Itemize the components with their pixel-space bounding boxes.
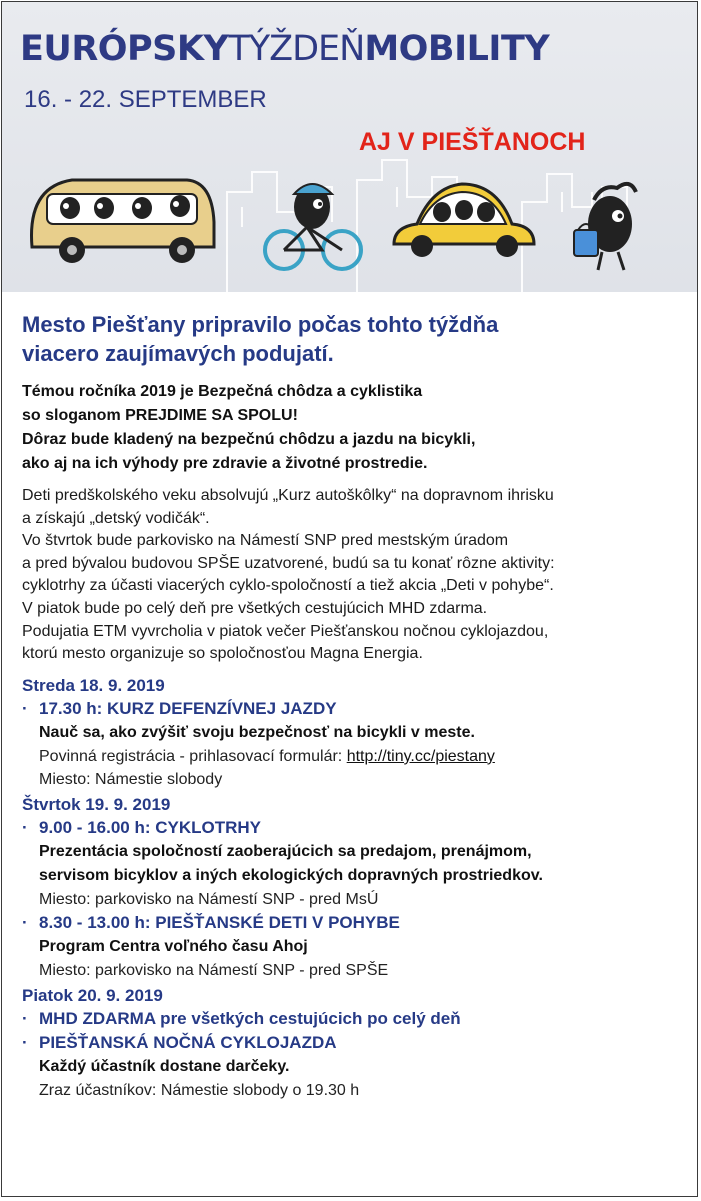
body-line: V piatok bude po celý deň pre všetkých cestujúcich MHD zdarma. — [22, 599, 488, 617]
event-title — [22, 1031, 679, 1055]
day-heading: Štvrtok 19. 9. 2019 — [22, 794, 171, 814]
lead-line: Mesto Piešťany pripravilo počas tohto týždňa — [22, 312, 499, 337]
title-part-european: EURÓPSKY — [20, 29, 229, 69]
day-heading: Streda 18. 9. 2019 — [22, 675, 165, 695]
event-title — [22, 697, 679, 721]
event-title — [22, 911, 679, 935]
bullet-icon: · — [22, 698, 28, 718]
title-part-mobility: MOBILITY — [364, 29, 550, 69]
event-registration — [22, 745, 679, 768]
event-title-text: MHD ZDARMA pre všetkých cestujúcich po celý deň — [39, 1008, 461, 1028]
body-line: Podujatia ETM vyvrcholia v piatok večer Piešťanskou nočnou cyklojazdou, — [22, 622, 549, 640]
car-icon — [394, 184, 534, 257]
cyclist-icon — [265, 184, 361, 269]
theme-line: so sloganom PREJDIME SA SPOLU! — [22, 407, 298, 424]
registration-link[interactable]: http://tiny.cc/piestany — [346, 747, 495, 765]
body-line: ktorú mesto organizuje so spoločnosťou Magna Energia. — [22, 645, 423, 663]
content — [2, 292, 697, 1102]
poster — [1, 1, 698, 1197]
lead-line: viacero zaujímavých podujatí. — [22, 341, 334, 366]
bullet-icon: · — [22, 912, 28, 932]
title-part-week: TÝŽDEŇ — [228, 29, 365, 69]
body-paragraph — [22, 485, 679, 666]
body-line: a získajú „detský vodičák“. — [22, 509, 210, 527]
theme-line: ako aj na ich výhody pre zdravie a životné prostredie. — [22, 455, 428, 472]
body-line: cyklotrhy za účasti viacerých cyklo-spoločností a tiež akcia „Deti v pohybe“. — [22, 577, 554, 595]
theme-paragraph — [22, 380, 679, 476]
pedestrian-icon — [574, 184, 636, 270]
vehicles-illustration — [2, 152, 697, 292]
event-description: Program Centra voľného času Ahoj — [39, 937, 308, 955]
banner — [2, 2, 697, 292]
event-title-text: PIEŠŤANSKÁ NOČNÁ CYKLOJAZDA — [39, 1032, 337, 1052]
event-description: Každý účastník dostane darčeky. — [39, 1057, 290, 1075]
event-place: Zraz účastníkov: Námestie slobody o 19.30 h — [39, 1081, 360, 1099]
bullet-icon: · — [22, 817, 28, 837]
event-place: Miesto: parkovisko na Námestí SNP - pred MsÚ — [39, 890, 379, 908]
schedule-thursday — [22, 793, 679, 982]
event-place: Miesto: parkovisko na Námestí SNP - pred SPŠE — [39, 961, 389, 979]
schedule-wednesday — [22, 674, 679, 791]
date-range: 16. - 22. SEPTEMBER — [24, 86, 267, 113]
lead-heading — [22, 310, 679, 368]
day-heading: Piatok 20. 9. 2019 — [22, 985, 163, 1005]
event-description: Nauč sa, ako zvýšiť svoju bezpečnosť na bicykli v meste. — [39, 723, 475, 741]
city-subtitle: AJ V PIEŠŤANOCH — [359, 128, 586, 156]
event-title-text: 8.30 - 13.00 h: PIEŠŤANSKÉ DETI V POHYBE — [39, 912, 400, 932]
body-line: Vo štvrtok bude parkovisko na Námestí SNP pred mestským úradom — [22, 532, 509, 550]
event-description: Prezentácia spoločností zaoberajúcich sa predajom, prenájmom, — [39, 842, 532, 860]
event-place: Miesto: Námestie slobody — [39, 770, 223, 788]
bus-icon — [32, 180, 215, 263]
bullet-icon: · — [22, 1032, 28, 1052]
event-title-text: 17.30 h: KURZ DEFENZÍVNEJ JAZDY — [39, 698, 337, 718]
registration-text: Povinná registrácia - prihlasovací formulár: — [39, 747, 347, 765]
event-title-text: 9.00 - 16.00 h: CYKLOTRHY — [39, 817, 262, 837]
event-title — [22, 1007, 679, 1031]
event-description: servisom bicyklov a iných ekologických dopravných prostriedkov. — [39, 866, 543, 884]
bullet-icon: · — [22, 1008, 28, 1028]
theme-line: Témou ročníka 2019 je Bezpečná chôdza a cyklistika — [22, 383, 423, 400]
theme-line: Dôraz bude kladený na bezpečnú chôdzu a jazdu na bicykli, — [22, 431, 476, 448]
event-title — [22, 816, 679, 840]
poster-title — [20, 29, 549, 69]
body-line: Deti predškolského veku absolvujú „Kurz autoškôlky“ na dopravnom ihrisku — [22, 487, 554, 504]
body-line: a pred bývalou budovou SPŠE uzatvorené, budú sa tu konať rôzne aktivity: — [22, 554, 555, 572]
schedule-friday — [22, 984, 679, 1102]
